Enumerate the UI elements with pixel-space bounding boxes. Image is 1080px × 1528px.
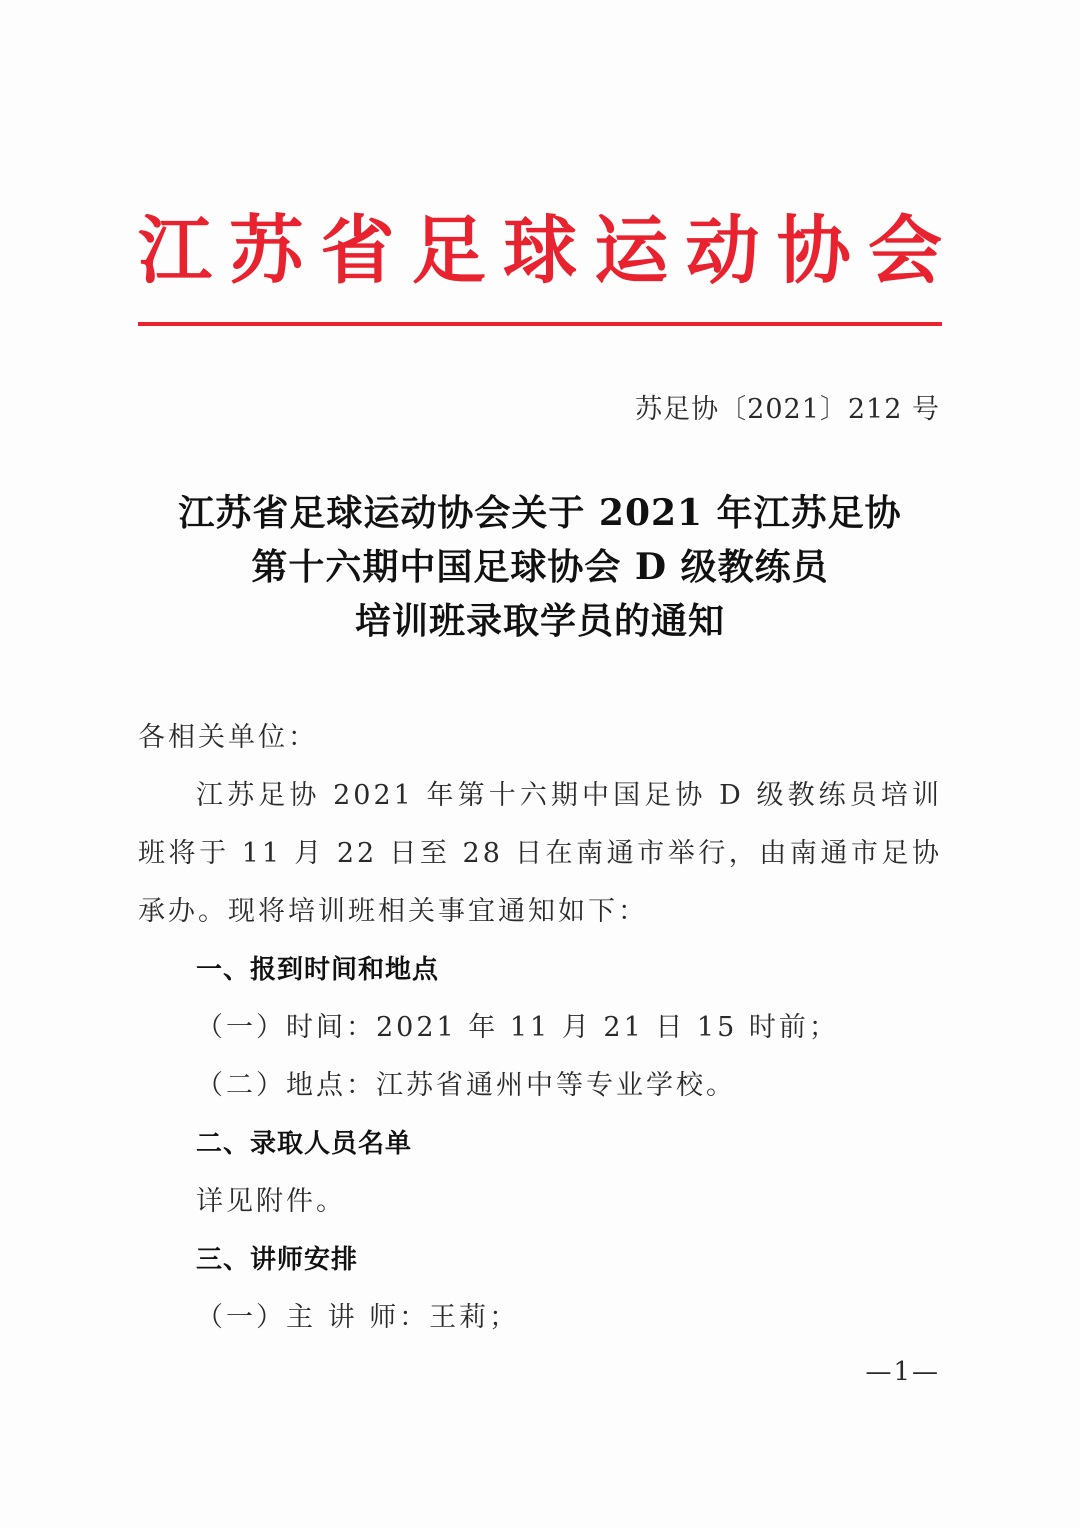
document-number: 苏足协〔2021〕212 号 xyxy=(635,394,940,425)
organization-letterhead xyxy=(138,205,942,297)
letterhead-char: 球 xyxy=(503,208,577,294)
section-heading-lecturers: 三、讲师安排 xyxy=(196,1245,359,1275)
title-line: 江苏省足球运动协会关于 2021 年江苏足协 xyxy=(178,492,902,534)
document-title xyxy=(138,486,942,648)
registration-time: （一）时间：2021 年 11 月 21 日 15 时前； xyxy=(196,1012,839,1043)
intro-paragraph: 江苏足协 2021 年第十六期中国足协 D 级教练员培训班将于 11 月 22 日至 28 日在南通市举行，由南通市足协承办。现将培训班相关事宜通知如下： xyxy=(138,780,942,927)
letterhead-char: 足 xyxy=(411,208,486,294)
lead-lecturer: （一）主 讲 师：王莉； xyxy=(196,1302,520,1333)
letterhead-char: 协 xyxy=(776,208,851,294)
admitted-list-note: 详见附件。 xyxy=(196,1186,346,1217)
salutation: 各相关单位： xyxy=(138,722,318,753)
letterhead-char: 江 xyxy=(138,208,212,294)
registration-location: （二）地点：江苏省通州中等专业学校。 xyxy=(196,1070,736,1101)
page-number: —1— xyxy=(865,1357,940,1387)
letterhead-char: 省 xyxy=(320,208,395,294)
title-line: 第十六期中国足球协会 D 级教练员 xyxy=(251,546,829,588)
letterhead-char: 动 xyxy=(685,208,760,294)
letterhead-red-rule xyxy=(138,322,942,326)
letterhead-char: 会 xyxy=(868,208,942,294)
title-line: 培训班录取学员的通知 xyxy=(354,600,725,642)
letterhead-char: 苏 xyxy=(229,208,304,294)
section-heading-admitted-list: 二、录取人员名单 xyxy=(196,1129,413,1159)
letterhead-char: 运 xyxy=(594,208,669,294)
section-heading-registration: 一、报到时间和地点 xyxy=(196,955,440,985)
